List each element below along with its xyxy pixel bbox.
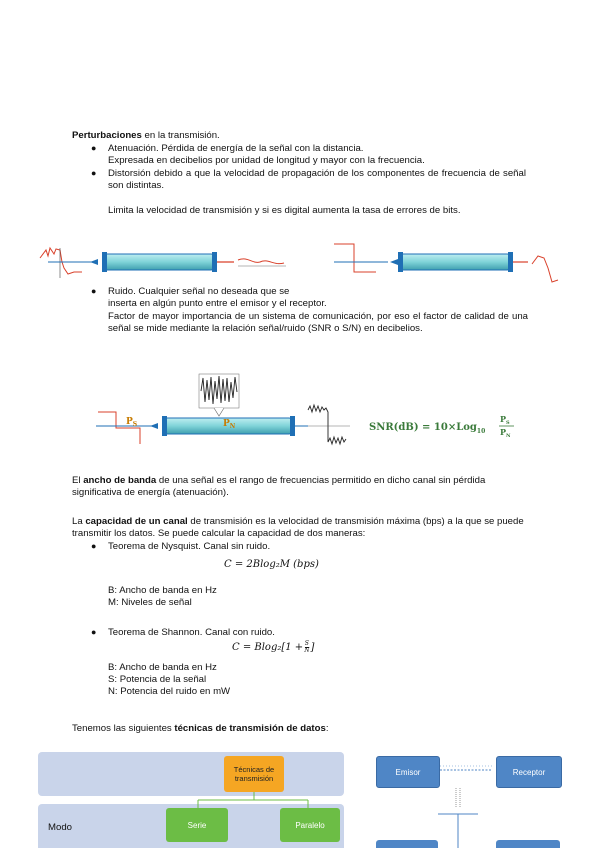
arrow-icon bbox=[150, 423, 158, 429]
distorted-output-wave bbox=[532, 256, 558, 282]
serie-box: Serie bbox=[166, 808, 228, 842]
root-box: Técnicas de transmisión bbox=[224, 756, 284, 792]
noise-text: Ruido. Cualquier señal no deseada que se bbox=[108, 286, 290, 297]
attenuated-output-wave bbox=[238, 259, 284, 264]
bullet-dot: ● bbox=[91, 541, 97, 551]
bullet-dot: ● bbox=[91, 627, 97, 637]
bandwidth-post: de una señal es el rango de frecuencias permitido en dicho canal sin pérdida significativa de energía (atenuación). bbox=[72, 475, 486, 499]
lower-box-left bbox=[376, 840, 438, 848]
ps-label: $P_S$ bbox=[126, 417, 138, 428]
arrow-icon bbox=[390, 259, 398, 265]
square-input-wave bbox=[334, 244, 376, 272]
snr-denominator: $P_N$ bbox=[500, 427, 511, 439]
mode-label: Modo bbox=[48, 822, 72, 833]
techniques-text bbox=[72, 723, 528, 735]
bandwidth-text bbox=[72, 475, 528, 500]
techniques-post: : bbox=[325, 723, 329, 734]
shannon-title: Teorema de Shannon. Canal con ruido. bbox=[108, 627, 275, 638]
bullet-dot: ● bbox=[91, 286, 97, 296]
bandwidth-bold: ancho de banda bbox=[83, 475, 157, 486]
fraction-numerator: S bbox=[304, 640, 309, 647]
noise-detail-1: inserta en algún punto entre el emisor y el receptor. bbox=[108, 298, 327, 309]
capacity-pre: La bbox=[72, 516, 86, 527]
distortion-text: Distorsión debido a que la velocidad de propagación de los componentes de frecuencia de señal son distintas. bbox=[108, 168, 526, 192]
perturb-title-bold: Perturbaciones bbox=[72, 130, 142, 141]
cable-right bbox=[400, 254, 510, 270]
shannon-fraction bbox=[304, 641, 309, 654]
capacity-post: de transmisión es la velocidad de transmisión máxima (bps) a la que se puede transmitir los datos. Se puede calcular la capacidad de dos maneras: bbox=[72, 516, 524, 540]
shannon-n: N: Potencia del ruido en mW bbox=[108, 686, 231, 697]
capacity-bold: capacidad de un canal bbox=[85, 516, 188, 527]
signal-square-wave bbox=[98, 412, 140, 444]
noise-detail-2: Factor de mayor importancia de un sistema de comunicación, por eso el factor de calidad de una señal se mide mediante la relación señal/ruido (SNR o S/N) en decibelios. bbox=[108, 311, 528, 335]
shannon-formula bbox=[232, 641, 314, 654]
snr-formula: SNR(dB) = 10×Log$_{10}$ bbox=[369, 422, 486, 435]
bullet-dot: ● bbox=[91, 143, 97, 153]
nyquist-b: B: Ancho de banda en Hz bbox=[108, 585, 217, 596]
receptor-box: Receptor bbox=[496, 756, 562, 788]
perturb-title bbox=[72, 130, 522, 142]
shannon-formula-b: ] bbox=[310, 642, 315, 653]
lower-box-right bbox=[496, 840, 560, 848]
paralelo-box: Paralelo bbox=[280, 808, 340, 842]
bandwidth-pre: El bbox=[72, 475, 84, 486]
diagram-panel-top bbox=[38, 752, 344, 796]
shannon-b: B: Ancho de banda en Hz bbox=[108, 662, 217, 673]
nyquist-title: Teorema de Nysquist. Canal sin ruido. bbox=[108, 541, 271, 552]
attenuation-text: Atenuación. Pérdida de energía de la señal con la distancia. bbox=[108, 143, 364, 154]
pn-label: $P_N$ bbox=[223, 419, 236, 430]
distortion-detail: Limita la velocidad de transmisión y si es digital aumenta la tasa de errores de bits. bbox=[108, 205, 461, 216]
cable-left bbox=[104, 254, 214, 270]
fraction-denominator: N bbox=[304, 647, 310, 654]
shannon-formula-a: C = Blog₂[1 + bbox=[232, 642, 304, 653]
bullet-dot: ● bbox=[91, 168, 97, 178]
techniques-bold: técnicas de transmisión de datos bbox=[174, 723, 326, 734]
arrow-icon bbox=[90, 259, 98, 265]
nyquist-m: M: Niveles de señal bbox=[108, 597, 192, 608]
nyquist-formula: C = 2Blog₂M (bps) bbox=[224, 559, 319, 570]
shannon-s: S: Potencia de la señal bbox=[108, 674, 207, 685]
emisor-box: Emisor bbox=[376, 756, 440, 788]
snr-figure bbox=[96, 372, 556, 462]
capacity-text bbox=[72, 516, 528, 541]
noisy-output-wave bbox=[308, 405, 346, 444]
snr-numerator: $P_S$ bbox=[500, 414, 510, 426]
distorted-input-wave bbox=[40, 248, 82, 274]
attenuation-detail: Expresada en decibelios por unidad de longitud y mayor con la frecuencia. bbox=[108, 155, 425, 166]
techniques-pre: Tenemos las siguientes bbox=[72, 723, 175, 734]
cable-signal-figure bbox=[38, 238, 558, 288]
perturb-title-rest: en la transmisión. bbox=[141, 130, 220, 141]
